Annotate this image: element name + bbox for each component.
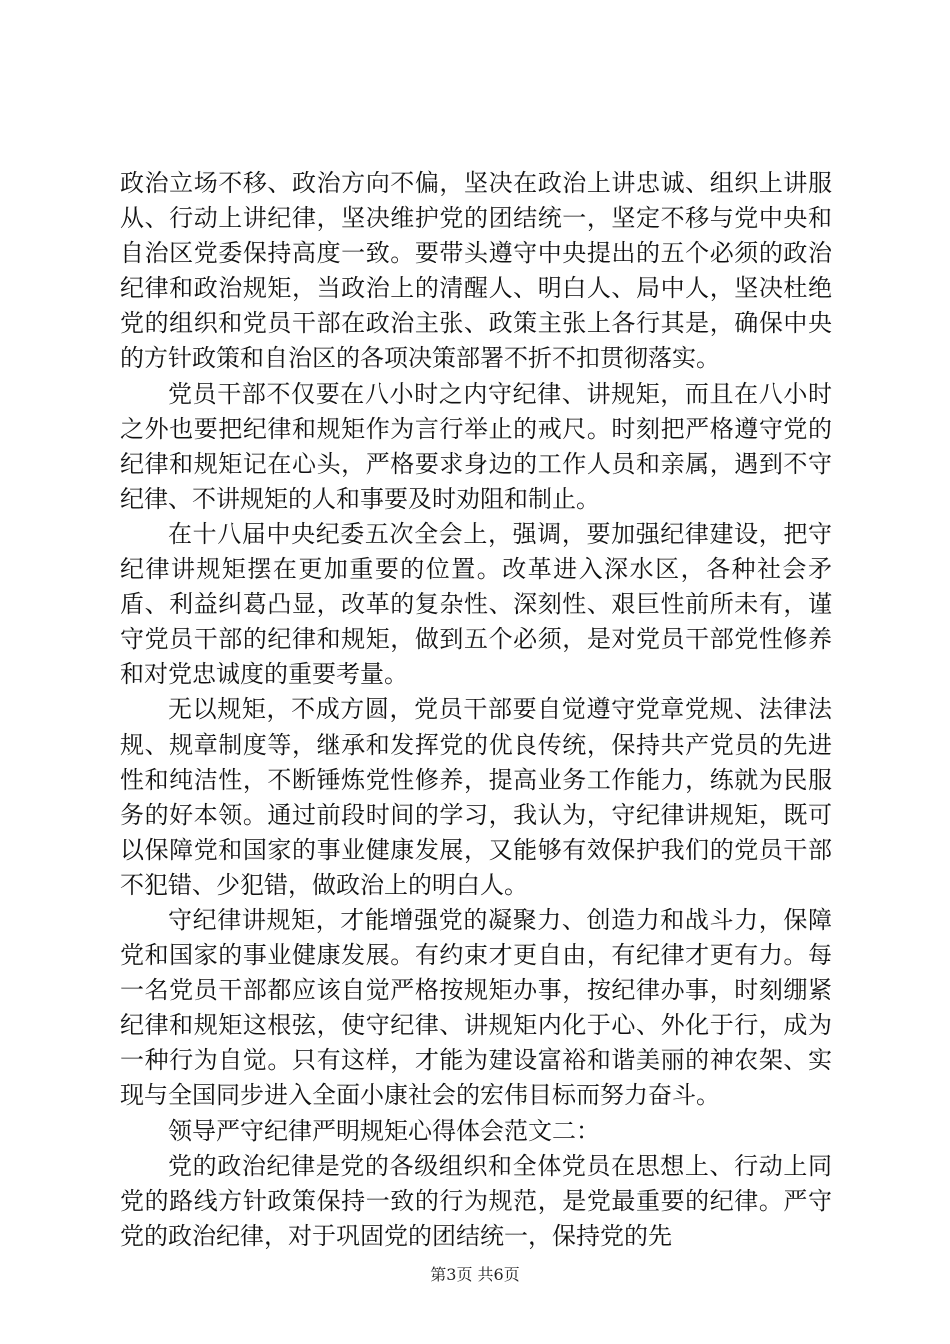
- section-heading: 领导严守纪律严明规矩心得体会范文二：: [168, 1116, 600, 1145]
- paragraph-5: 守纪律讲规矩，才能增强党的凝聚力、创造力和战斗力，保障党和国家的事业健康发展。有约束才更自由，有纪律才更有力。每一名党员干部都应该自觉严格按规矩办事，按纪律办事，时刻绷紧纪律和规矩这根弦，使守纪律、讲规矩内化于心、外化于行，成为一种行为自觉。只有这样，才能为建设富裕和谐美丽的神农架、实现与全国同步进入全面小康社会的宏伟目标而努力奋斗。: [120, 905, 832, 1110]
- paragraph-1: 政治立场不移、政治方向不偏，坚决在政治上讲忠诚、组织上讲服从、行动上讲纪律，坚决维护党的团结统一，坚定不移与党中央和自治区党委保持高度一致。要带头遵守中央提出的五个必须的政治纪律和政治规矩，当政治上的清醒人、明白人、局中人，坚决杜绝党的组织和党员干部在政治主张、政策主张上各行其是，确保中央的方针政策和自治区的各项决策部署不折不扣贯彻落实。: [120, 169, 832, 373]
- document-body: [120, 166, 832, 1254]
- paragraph-4: 无以规矩，不成方圆，党员干部要自觉遵守党章党规、法律法规、规章制度等，继承和发挥党的优良传统，保持共产党员的先进性和纯洁性，不断锤炼党性修养，提高业务工作能力，练就为民服务的好本领。通过前段时间的学习，我认为，守纪律讲规矩，既可以保障党和国家的事业健康发展，又能够有效保护我们的党员干部不犯错、少犯错，做政治上的明白人。: [120, 695, 832, 899]
- paragraph-2: 党员干部不仅要在八小时之内守纪律、讲规矩，而且在八小时之外也要把纪律和规矩作为言行举止的戒尺。时刻把严格遵守党的纪律和规矩记在心头，严格要求身边的工作人员和亲属，遇到不守纪律、不讲规矩的人和事要及时劝阻和制止。: [120, 379, 832, 513]
- paragraph-3: 在十八届中央纪委五次全会上，强调，要加强纪律建设，把守纪律讲规矩摆在更加重要的位置。改革进入深水区，各种社会矛盾、利益纠葛凸显，改革的复杂性、深刻性、艰巨性前所未有，谨守党员干部的纪律和规矩，做到五个必须，是对党员干部党性修养和对党忠诚度的重要考量。: [120, 519, 832, 689]
- paragraph-6: 党的政治纪律是党的各级组织和全体党员在思想上、行动上同党的路线方针政策保持一致的行为规范，是党最重要的纪律。严守党的政治纪律，对于巩固党的团结统一，保持党的先: [120, 1151, 832, 1250]
- page-footer: 第3页 共6页: [430, 1265, 520, 1284]
